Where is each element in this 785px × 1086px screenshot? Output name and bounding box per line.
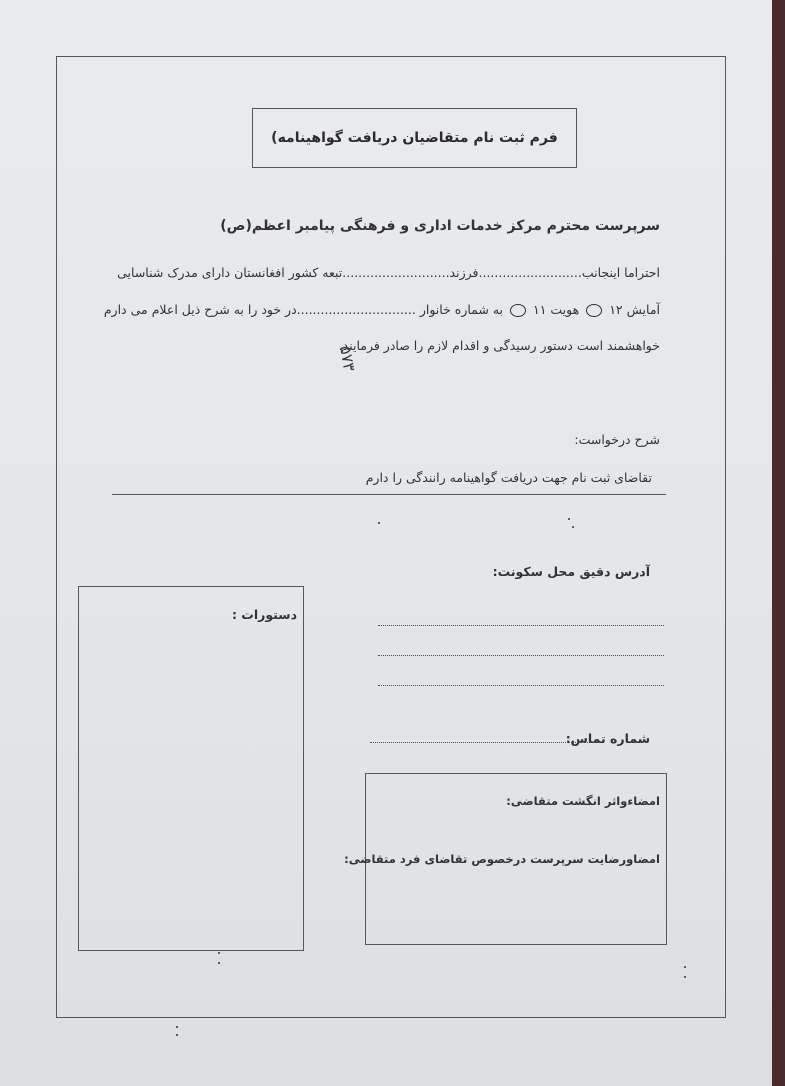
orders-label: دستورات : [231,607,297,622]
option-hoviyat-radio[interactable] [510,304,526,317]
intro-line-2-rest: به شماره خانوار ..............................در خود را به شرح ذیل اعلام می دارم [103,302,504,317]
intro-line-2 [104,302,660,317]
request-text: تقاضای ثبت نام جهت دریافت گواهینامه رانندگی را دارم [365,470,652,485]
handwritten-mark: ۵۷۳ [335,344,360,373]
address-line-3[interactable] [378,685,664,686]
supervisor-label: امضاورضایت سرپرست درخصوص تقاضای فرد متقاضی: [344,852,660,866]
intro-line-3: خواهشمند است دستور رسیدگی و اقدام لازم را صادر فرمایند. [338,338,660,353]
speck [568,518,570,520]
intro-line-1: احتراما اینجانب..........................فرزند...........................تبعه کشور افغانستان دارای مدرک شناسایی [117,265,660,280]
request-underline [112,494,666,495]
speck [378,522,380,524]
address-label: آدرس دقیق محل سکونت: [492,564,650,579]
address-line-2[interactable] [378,655,664,656]
option-amayesh-label: آمایش ۱۲ [609,302,660,317]
option-hoviyat-label: هویت ۱۱ [533,302,580,317]
speck [572,526,574,528]
phone-line[interactable] [370,742,594,743]
phone-label: شماره تماس: [565,731,650,746]
speck [684,976,686,978]
address-line-1[interactable] [378,625,664,626]
salutation: سرپرست محترم مرکز خدمات اداری و فرهنگی پیامبر اعظم(ص) [220,218,660,234]
form-title: فرم ثبت نام متقاضیان دریافت گواهینامه) [271,130,558,146]
signature-box [344,773,667,945]
speck [176,1026,178,1028]
form-title-box [252,108,577,168]
speck [176,1034,178,1036]
option-amayesh-radio[interactable] [586,304,602,317]
signature-label: امضاءواثر انگشت متقاضی: [506,794,660,808]
orders-box [78,586,304,951]
request-label: شرح درخواست: [574,432,660,447]
speck [218,962,220,964]
speck [218,952,220,954]
speck [684,966,686,968]
